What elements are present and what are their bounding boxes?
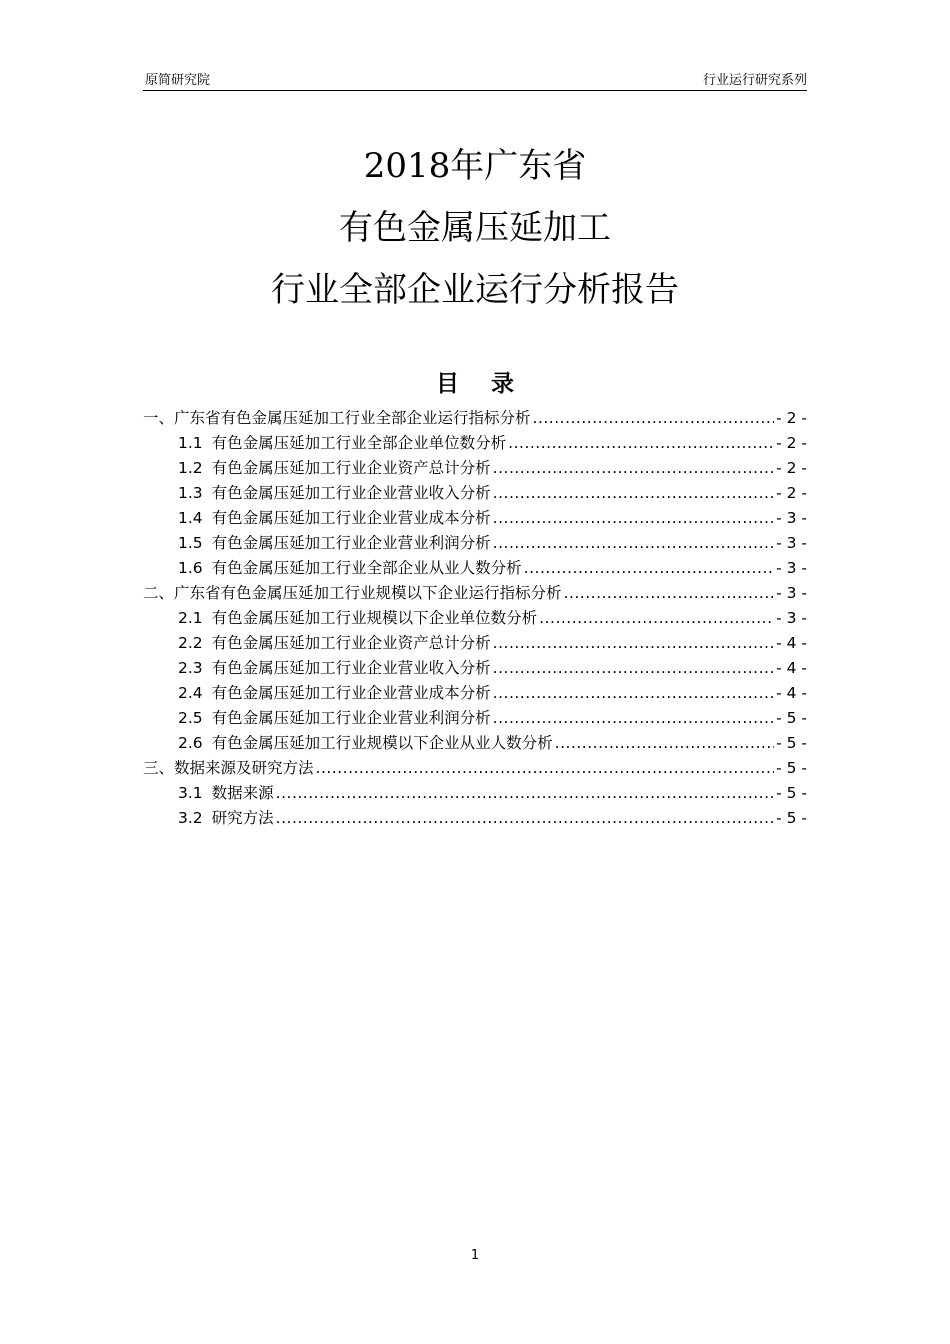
toc-entry-1-2[interactable] [143,456,807,481]
toc-entry-page: - 3 - [776,609,807,627]
toc-dot-leader [493,456,774,481]
toc-entry-page: - 5 - [776,709,807,727]
toc-dot-leader [493,481,774,506]
toc-dot-leader [539,606,774,631]
toc-entry-page: - 4 - [776,634,807,652]
toc-dot-leader [493,531,774,556]
report-title-line-3: 行业全部企业运行分析报告 [271,270,679,310]
toc-entry-number: 2.1 [178,609,203,627]
toc-heading: 目 录 [435,371,526,397]
toc-entry-section-1[interactable] [143,406,807,431]
toc-entry-text: 一、广东省有色金属压延加工行业全部企业运行指标分析 [143,409,531,427]
toc-entry-1-1[interactable] [143,431,807,456]
toc-entry-page: - 3 - [776,509,807,527]
toc-entry-2-5[interactable] [143,706,807,731]
report-title-line-2: 有色金属压延加工 [339,208,611,248]
toc-entry-text: 有色金属压延加工行业企业营业利润分析 [211,534,491,552]
toc-entry-1-5[interactable] [143,531,807,556]
toc-entry-number: 3.2 [178,809,203,827]
toc-entry-text: 有色金属压延加工行业全部企业从业人数分析 [211,559,522,577]
toc-entry-page: - 3 - [776,584,807,602]
toc-entry-page: - 5 - [776,809,807,827]
toc-dot-leader [276,806,774,831]
toc-entry-page: - 5 - [776,759,807,777]
toc-dot-leader [276,781,774,806]
toc-entry-section-2[interactable] [143,581,807,606]
toc-entry-text: 有色金属压延加工行业企业营业收入分析 [211,659,491,677]
toc-entry-text: 有色金属压延加工行业规模以下企业从业人数分析 [211,734,553,752]
toc-entry-text: 三、数据来源及研究方法 [143,759,314,777]
toc-entry-section-3[interactable] [143,756,807,781]
toc-entry-text: 有色金属压延加工行业企业营业利润分析 [211,709,491,727]
toc-entry-number: 1.2 [178,459,203,477]
toc-entry-text: 有色金属压延加工行业企业营业收入分析 [211,484,491,502]
toc-entry-page: - 3 - [776,534,807,552]
toc-entry-text: 有色金属压延加工行业全部企业单位数分析 [211,434,507,452]
toc-dot-leader [316,756,775,781]
toc-entry-1-4[interactable] [143,506,807,531]
header-series-name: 行业运行研究系列 [702,73,807,88]
toc-entry-number: 1.4 [178,509,203,527]
toc-entry-page: - 2 - [776,434,807,452]
toc-entry-page: - 5 - [776,734,807,752]
toc-entry-text: 研究方法 [211,809,274,827]
toc-entry-2-2[interactable] [143,631,807,656]
toc-entry-number: 1.3 [178,484,203,502]
toc-dot-leader [493,631,774,656]
toc-entry-text: 二、广东省有色金属压延加工行业规模以下企业运行指标分析 [143,584,562,602]
toc-dot-leader [493,656,774,681]
toc-entry-page: - 2 - [776,459,807,477]
toc-entry-page: - 2 - [776,409,807,427]
toc-dot-leader [533,406,775,431]
toc-entry-text: 有色金属压延加工行业企业营业成本分析 [211,509,491,527]
toc-entry-3-2[interactable] [143,806,807,831]
toc-entry-3-1[interactable] [143,781,807,806]
toc-entry-page: - 3 - [776,559,807,577]
toc-entry-1-3[interactable] [143,481,807,506]
toc-entry-text: 有色金属压延加工行业企业资产总计分析 [211,634,491,652]
header-org-name: 原简研究院 [145,73,211,88]
toc-entry-number: 1.5 [178,534,203,552]
toc-entry-number: 1.1 [178,434,203,452]
toc-entry-text: 有色金属压延加工行业规模以下企业单位数分析 [211,609,538,627]
toc-entry-1-6[interactable] [143,556,807,581]
page-header [143,66,807,91]
toc-dot-leader [555,731,774,756]
toc-entry-number: 1.6 [178,559,203,577]
toc-entry-2-3[interactable] [143,656,807,681]
toc-entry-number: 2.4 [178,684,203,702]
toc-entry-2-1[interactable] [143,606,807,631]
toc-entry-text: 有色金属压延加工行业企业营业成本分析 [211,684,491,702]
toc-entry-page: - 4 - [776,659,807,677]
toc-entry-number: 2.2 [178,634,203,652]
table-of-contents [143,406,807,831]
toc-entry-2-4[interactable] [143,681,807,706]
toc-entry-page: - 5 - [776,784,807,802]
toc-entry-page: - 4 - [776,684,807,702]
toc-dot-leader [508,431,774,456]
toc-entry-number: 2.3 [178,659,203,677]
toc-dot-leader [493,506,774,531]
toc-dot-leader [564,581,775,606]
toc-entry-2-6[interactable] [143,731,807,756]
toc-entry-number: 3.1 [178,784,203,802]
toc-entry-text: 数据来源 [211,784,274,802]
toc-entry-page: - 2 - [776,484,807,502]
toc-dot-leader [524,556,774,581]
report-title-line-1: 2018年广东省 [363,146,587,186]
toc-entry-number: 2.6 [178,734,203,752]
toc-entry-number: 2.5 [178,709,203,727]
toc-dot-leader [493,706,774,731]
page-number: 1 [470,1248,480,1263]
toc-dot-leader [493,681,774,706]
toc-entry-text: 有色金属压延加工行业企业资产总计分析 [211,459,491,477]
